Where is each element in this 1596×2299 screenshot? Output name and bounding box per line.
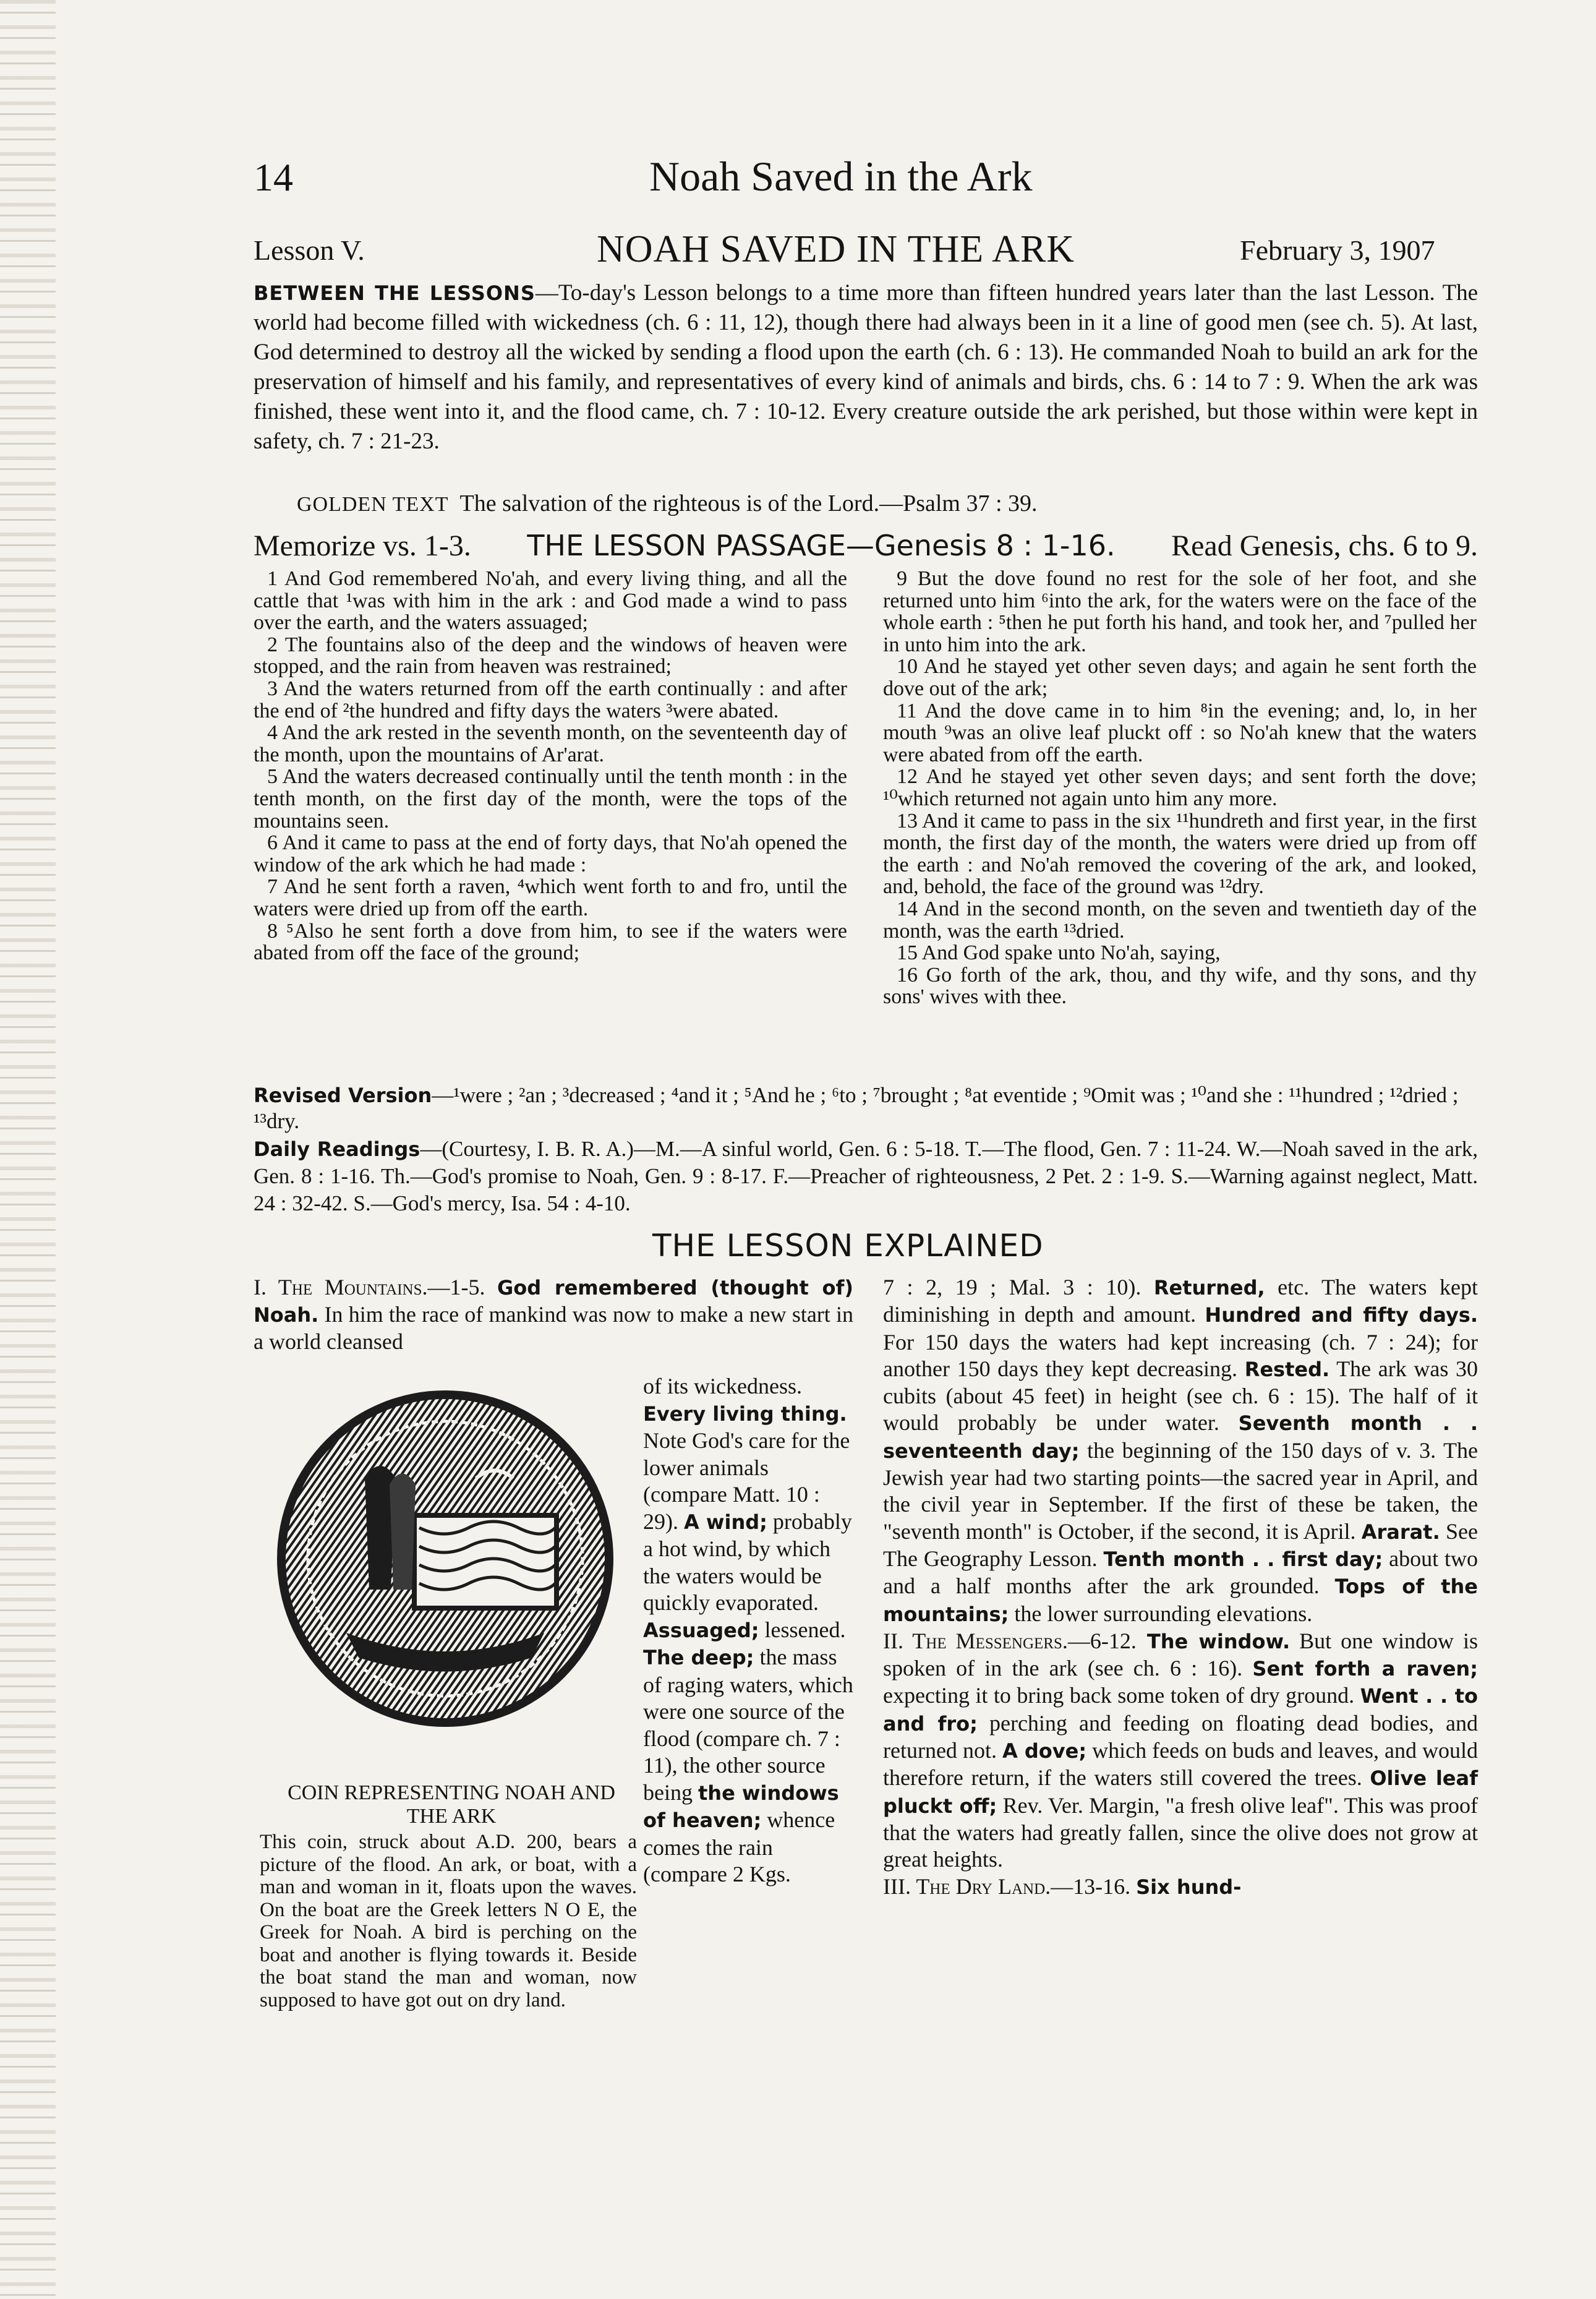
explained-text: For 150 days the waters had kept increasing (ch. 7 : 24); for another 150 days they kept decreasing. (883, 1329, 1478, 1381)
lesson-passage-bar (254, 529, 1478, 563)
explained-keyword: Sent forth a raven; (1252, 1657, 1478, 1681)
explained-text: about two and a half months after the ark grounded. (883, 1546, 1478, 1599)
section-one-continued (883, 1275, 1478, 1626)
verse: 10 And he stayed yet other seven days; and again he sent forth the dove out of the ark; (883, 655, 1477, 700)
explained-keyword: Ararat. (1361, 1520, 1440, 1544)
verse: 1 And God remembered No'ah, and every living thing, and all the cattle that ¹was with him in the ark : and God made a wind to pass over the earth, and the waters assuaged; (254, 567, 847, 635)
revised-version-notes (254, 1082, 1478, 1134)
page-number: 14 (254, 155, 293, 199)
coin-caption-heading: COIN REPRESENTING NOAH AND THE ARK (288, 1781, 615, 1828)
running-head: Noah Saved in the Ark (649, 153, 1033, 200)
coin-illustration (272, 1385, 618, 1732)
lesson-passage-title: THE LESSON PASSAGE—Genesis 8 : 1-16. (527, 529, 1116, 562)
lesson-title: NOAH SAVED IN THE ARK (597, 228, 1075, 270)
explained-keyword: A dove; (1002, 1739, 1087, 1763)
explained-keyword: Tops of the mountains; (883, 1575, 1479, 1626)
verses-right-column (883, 568, 1477, 1008)
scan-binding-edge (0, 0, 56, 2299)
revised-version-label: Revised Version (254, 1084, 432, 1107)
verse: 16 Go forth of the ark, thou, and thy wife, and thy sons, and thy sons' wives with thee. (883, 963, 1477, 1009)
read-note: Read Genesis, chs. 6 to 9. (1171, 529, 1478, 562)
section-one-narrow-column (643, 1373, 853, 1888)
section-one-heading: I. The Mountains.—1-5. (254, 1275, 485, 1299)
explained-keyword: Went . . to and fro; (883, 1684, 1479, 1736)
section-three-tail: Six hund- (1136, 1875, 1242, 1899)
lesson-date: February 3, 1907 (1240, 234, 1435, 266)
explained-keyword: Tenth month . . first day; (1103, 1547, 1383, 1571)
explained-text: 7 : 2, 19 ; Mal. 3 : 10). (883, 1275, 1154, 1299)
explained-text: probably a hot wind, by which the waters would be quickly evaporated. (643, 1509, 852, 1615)
section-right-column (883, 1274, 1478, 1901)
explained-text: whence comes the rain (compare 2 Kgs. (643, 1807, 835, 1886)
explained-text: The ark was 30 cubits (about 45 feet) in height (see ch. 6 : 15). The half of it would probably be under water. (883, 1356, 1478, 1436)
explained-text: expecting it to bring back some token of dry ground. (883, 1683, 1360, 1708)
explained-keyword: Returned, (1153, 1276, 1265, 1299)
verse: 9 But the dove found no rest for the sole of her foot, and she returned unto him ⁶into the ark, for the waters were on the face of the whole earth : ⁵then he put forth his hand, and took her, and ⁷pulled her in unto him into the ark. (883, 567, 1477, 656)
verses-left-column (254, 568, 847, 964)
verse: 5 And the waters decreased continually until the tenth month : in the tenth month, on the first day of the month, were the tops of the mountains seen. (254, 765, 847, 833)
explained-text: the beginning of the 150 days of v. 3. The Jewish year had two starting points—the sacred year in April, and the civil year in September. If the first of these be taken, the "seventh month" is October, if the second, it is April. (883, 1437, 1479, 1544)
verse: 7 And he sent forth a raven, ⁴which went forth to and fro, until the waters were dried up from off the earth. (254, 875, 847, 920)
golden-text-label: GOLDEN TEXT (297, 493, 449, 516)
revised-version-text: —¹were ; ²an ; ³decreased ; ⁴and it ; ⁵And he ; ⁶to ; ⁷brought ; ⁸at eventide ; ⁹Omit was ; ¹⁰and she : ¹¹hundred ; ¹²dried ; ¹³dry. (254, 1083, 1459, 1133)
lesson-number: Lesson V. (254, 234, 365, 266)
explained-text: etc. The waters kept diminishing in depth and amount. (883, 1275, 1479, 1327)
verse: 3 And the waters returned from off the earth continually : and after the end of ²the hundred and fifty days the waters ³were abated. (254, 677, 847, 722)
explained-text: See The Geography Lesson. (883, 1518, 1478, 1571)
explained-keyword: The deep; (643, 1646, 754, 1669)
daily-readings-label: Daily Readings (254, 1137, 420, 1161)
daily-readings-text: —(Courtesy, I. B. R. A.)—M.—A sinful world, Gen. 6 : 5-18. T.—The flood, Gen. 7 : 11-24. W.—Noah saved in the ark, Gen. 8 : 1-16. Th.—God's promise to Noah, Gen. 9 : 8-17. F.—Preacher of righteousness, 2 Pet. 2 : 1-9. S.—Warning against neglect, Matt. 24 : 32-42. S.—God's mercy, Isa. 54 : 4-10. (254, 1137, 1478, 1215)
explained-text: Rev. Ver. Margin, "a fresh olive leaf". This was proof that the waters had greatly fallen, since the olive does not grow at great heights. (883, 1792, 1478, 1872)
section-two-body (883, 1629, 1478, 1872)
explained-text: perching and feeding on floating dead bodies, and returned not. (883, 1710, 1479, 1763)
verse: 4 And the ark rested in the seventh month, on the seventeenth day of the month, upon the mountains of Ar'arat. (254, 721, 847, 766)
verse: 8 ⁵Also he sent forth a dove from him, to see if the waters were abated from off the face of the ground; (254, 919, 847, 965)
explained-text: the mass of raging waters, which were one source of the flood (compare ch. 7 : 11), the other source being (643, 1645, 853, 1805)
section-one-keyword: God remembered (thought of) Noah. (254, 1276, 854, 1327)
explained-text: lessened. (759, 1617, 846, 1642)
explained-text: the lower surrounding elevations. (1009, 1601, 1313, 1626)
golden-text-body: The salvation of the righteous is of the Lord.—Psalm 37 : 39. (459, 490, 1038, 516)
section-two-heading: II. The Messengers.—6-12. (883, 1628, 1137, 1653)
between-lessons-text: —To-day's Lesson belongs to a time more than fifteen hundred years later than the last Lesson. The world had become filled with wickedness (ch. 6 : 11, 12), though there had always been in it a line of good men (see ch. 5). At last, God determined to destroy all the wicked by sending a flood upon the earth (ch. 6 : 13). He commanded Noah to build an ark for the preservation of himself and his family, and representatives of every kind of animals and birds, chs. 6 : 14 to 7 : 9. When the ark was finished, these went into it, and the flood came, ch. 7 : 10-12. Every creature outside the ark perished, but those within were kept in safety, ch. 7 : 21-23. (254, 280, 1479, 454)
explained-keyword: The window. (1136, 1629, 1291, 1653)
explained-keyword: Rested. (1244, 1357, 1330, 1381)
coin-caption-body: This coin, struck about A.D. 200, bears a picture of the flood. An ark, or boat, with a man and woman in it, floats upon the waves. On the boat are the Greek letters N O E, the Greek for Noah. A bird is perching on the boat and another is flying towards it. Beside the boat stand the man and woman, now supposed to have got out on dry land. (260, 1831, 637, 2011)
verse: 13 And it came to pass in the six ¹¹hundreth and first year, in the first month, the first day of the month, the waters were dried up from off the earth : and No'ah removed the covering of the ark, and looked, and, behold, the face of the ground was ¹²dry. (883, 809, 1477, 899)
explained-keyword: A wind; (684, 1510, 767, 1534)
explained-text: which feeds on buds and leaves, and would therefore return, if the waters still covered the trees. (883, 1738, 1479, 1791)
verse: 6 And it came to pass at the end of forty days, that No'ah opened the window of the ark which he had made : (254, 831, 847, 876)
explained-text: But one window is spoken of in the ark (see ch. 6 : 16). (883, 1628, 1478, 1681)
section-one-lead-text: In him the race of mankind was now to make a new start in a world cleansed (254, 1302, 854, 1354)
explained-text: Note God's care for the lower animals (compare Matt. 10 : 29). (643, 1428, 850, 1534)
verse: 12 And he stayed yet other seven days; and sent forth the dove; ¹⁰which returned not again unto him any more. (883, 765, 1477, 810)
golden-text (297, 490, 1038, 517)
explained-keyword: Every living thing. (643, 1402, 847, 1426)
verse: 14 And in the second month, on the seven and twentieth day of the month, was the earth ¹³dried. (883, 897, 1477, 943)
daily-readings (254, 1136, 1478, 1217)
section-three-heading: III. The Dry Land.—13-16. (883, 1873, 1131, 1899)
explained-keyword: the windows of heaven; (643, 1781, 839, 1832)
explained-keyword: Seventh month . . seventeenth day; (883, 1411, 1479, 1463)
explained-keyword: Assuaged; (643, 1618, 759, 1642)
explained-keyword: Hundred and fifty days. (1205, 1303, 1479, 1327)
between-lessons-label: BETWEEN THE LESSONS (254, 281, 536, 305)
explained-text: of its wickedness. (643, 1374, 802, 1398)
lesson-explained-heading: THE LESSON EXPLAINED (652, 1228, 1044, 1264)
memorize-note: Memorize vs. 1-3. (254, 529, 471, 562)
verse: 15 And God spake unto No'ah, saying, (897, 941, 1221, 965)
explained-keyword: Olive leaf pluckt off; (883, 1766, 1479, 1818)
section-one-lead (254, 1274, 853, 1355)
verse: 11 And the dove came in to him ⁸in the evening; and, lo, in her mouth ⁹was an olive leaf pluckt off : so No'ah knew that the waters were abated from off the earth. (883, 699, 1477, 766)
between-lessons (254, 278, 1478, 456)
verse: 2 The fountains also of the deep and the windows of heaven were stopped, and the rain from heaven was restrained; (254, 633, 847, 679)
